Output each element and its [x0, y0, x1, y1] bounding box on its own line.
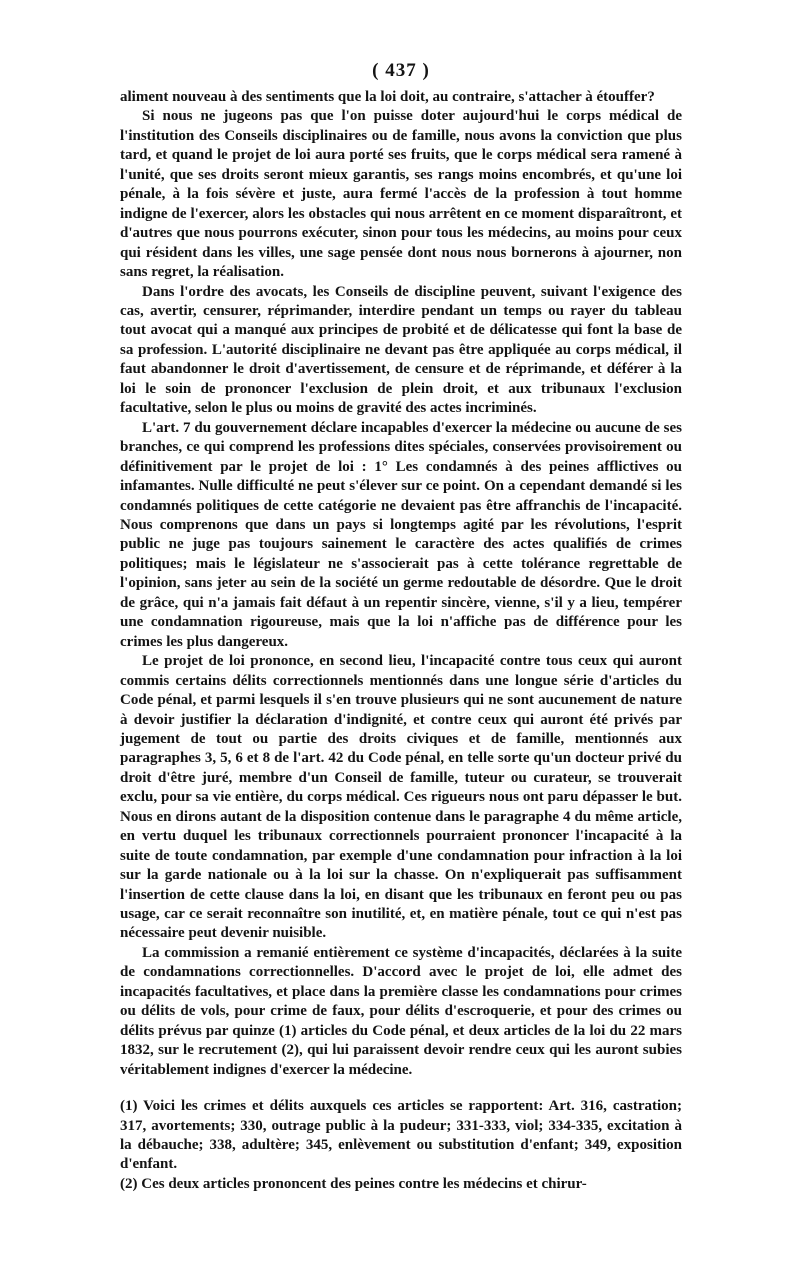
page-number: ( 437 )	[372, 60, 430, 81]
body-text	[120, 88, 682, 1080]
document-page	[120, 58, 682, 1194]
footnote: (1) Voici les crimes et délits auxquels ces articles se rapportent: Art. 316, castration; 317, avortements; 330, outrage public à la pudeur; 331-333, viol; 334-335, excitation à la débauche; 338, adultère; 345, enlèvement ou substitution d'enfant; 349, exposition d'enfant.	[120, 1098, 682, 1173]
footnotes	[120, 1097, 682, 1194]
paragraph: La commission a remanié entièrement ce système d'incapacités, déclarées à la suite de condamnations correctionnelles. D'accord avec le projet de loi, elle admet des incapacités facultatives, et place dans la première classe les condamnations pour crimes ou délits de vols, pour crime de faux, pour délits d'escroquerie, et pour des crimes ou délits prévus par quinze (1) articles du Code pénal, et deux articles de la loi du 22 mars 1832, sur le recrutement (2), qui lui paraissent devoir rendre ceux qui les auront subies véritablement indignes d'exercer la médecine.	[120, 944, 682, 1078]
paragraph: Le projet de loi prononce, en second lieu, l'incapacité contre tous ceux qui auront commis certains délits correctionnels mentionnés dans une longue série d'articles du Code pénal, et parmi lesquels il s'en trouve plusieurs qui ne sont aucunement de nature à devoir justifier la déclaration d'indignité, et contre ceux qui auront été privés par jugement de tout ou partie des droits civiques et de famille, mentionnés aux paragraphes 3, 5, 6 et 8 de l'art. 42 du Code pénal, en telle sorte qu'un docteur privé du droit d'être juré, membre d'un Conseil de famille, tuteur ou curateur, se trouverait exclu, pour sa vie entière, du corps médical. Ces rigueurs nous ont paru dépasser le but. Nous en dirons autant de la disposition contenue dans le paragraphe 4 du même article, en vertu duquel les tribunaux correctionnels pourraient prononcer l'incapacité à la suite de toute condamnation, par exemple d'une condamnation pour infraction à la loi sur la garde nationale ou à la loi sur la chasse. On n'expliquerait pas suffisamment l'insertion de cette clause dans la loi, en disant que les tribunaux en feront peu ou pas usage, car ce serait reconnaître son inutilité, et, en matière pénale, tout ce qui n'est pas nécessaire peut devenir nuisible.	[120, 653, 682, 942]
paragraph: Dans l'ordre des avocats, les Conseils de discipline peuvent, suivant l'exigence des cas, avertir, censurer, réprimander, interdire pendant un temps ou rayer du tableau tout avocat qui a manqué aux principes de probité et de délicatesse qui font la base de sa profession. L'autorité disciplinaire ne devant pas être appliquée au corps médical, il faut abandonner le droit d'avertissement, de censure et de réprimande, et déférer à la loi le soin de prononcer l'exclusion de plein droit, et aux tribunaux l'exclusion facultative, selon le plus ou moins de gravité des actes incriminés.	[120, 283, 682, 417]
paragraph: Si nous ne jugeons pas que l'on puisse doter aujourd'hui le corps médical de l'institution des Conseils disciplinaires ou de famille, nous avons la conviction que plus tard, et quand le projet de loi aura porté ses fruits, que le corps médical sera ramené à l'unité, que ses droits seront mieux garantis, ses rangs moins encombrés, et qu'une loi pénale, à la fois sévère et juste, aura fermé l'accès de la profession à tout homme indigne de l'exercer, alors les obstacles qui nous arrêtent en ce moment disparaîtront, et d'autres que nous pourrons exécuter, sinon pour tous les médecins, au moins pour ceux qui résident dans les villes, une sage pensée dont nous nous bornerons à ajourner, non sans regret, la réalisation.	[120, 108, 682, 281]
paragraph: aliment nouveau à des sentiments que la loi doit, au contraire, s'attacher à étouffer?	[120, 89, 655, 105]
footnote: (2) Ces deux articles prononcent des peines contre les médecins et chirur-	[120, 1175, 587, 1192]
paragraph: L'art. 7 du gouvernement déclare incapables d'exercer la médecine ou aucune de ses branches, ce qui comprend les professions dites spéciales, conservées provisoirement ou définitivement par le projet de loi : 1° Les condamnés à des peines afflictives ou infamantes. Nulle difficulté ne peut s'élever sur ce point. On a cependant demandé si les condamnés politiques de cette catégorie ne devaient pas être affranchis de l'incapacité. Nous comprenons que dans un pays si longtemps agité par les révolutions, l'esprit public ne juge pas toujours sainement le caractère des actes qualifiés de crimes politiques; mais le législateur ne s'associerait pas à cette tolérance regrettable de l'opinion, sans jeter au sein de la société un germe redoutable de désordre. Que le droit de grâce, qui n'a jamais fait défaut à un repentir sincère, vienne, s'il y a lieu, tempérer une condamnation rigoureuse, mais que la loi n'affiche pas de différence pour les crimes les plus dangereux.	[120, 419, 682, 650]
